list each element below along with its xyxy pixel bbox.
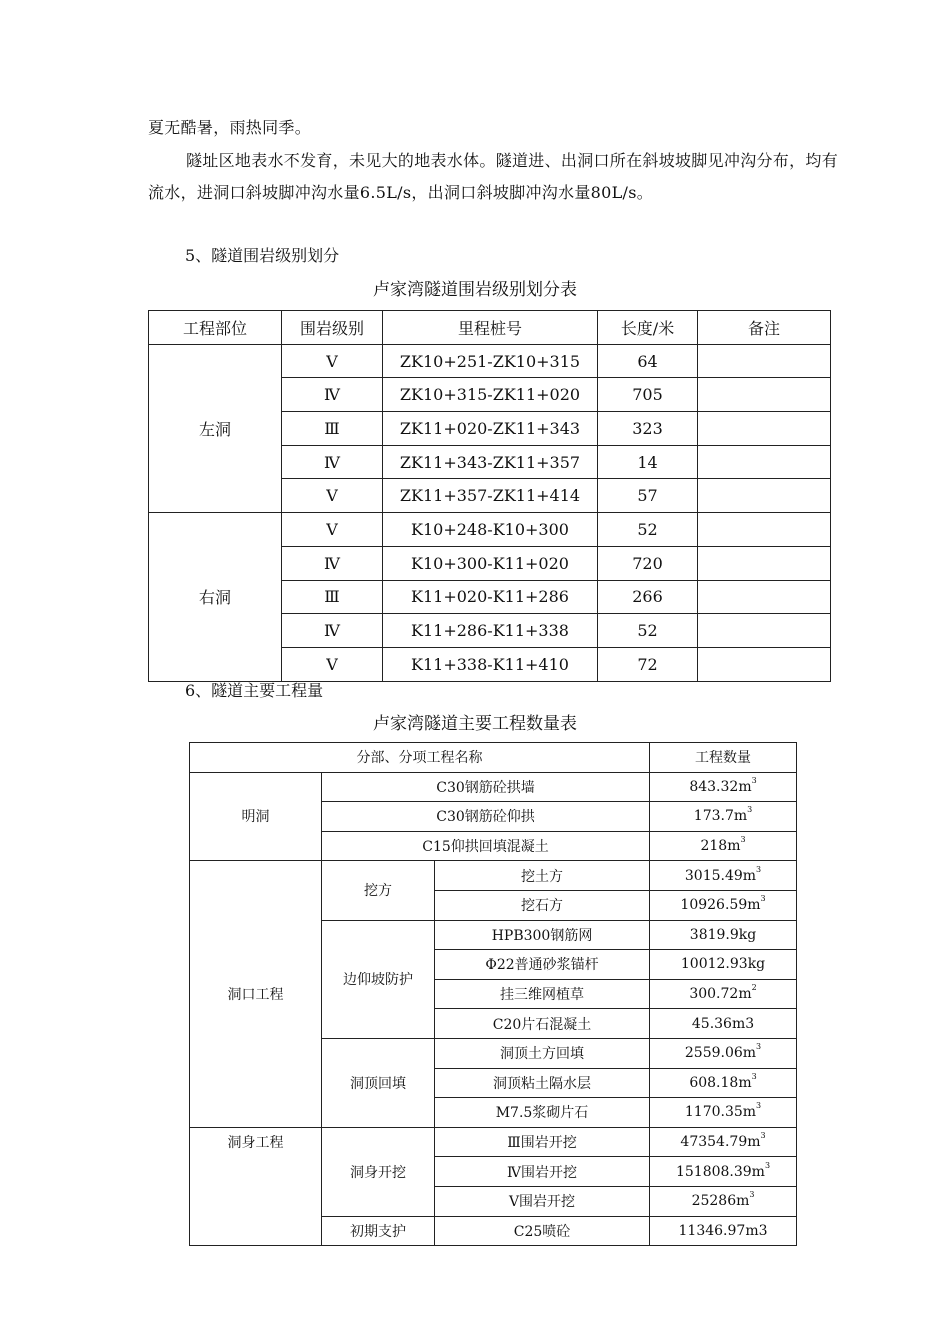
grade-cell: Ⅳ (282, 445, 383, 479)
section-name-cell: 洞身工程 (190, 1127, 322, 1245)
grade-cell: Ⅲ (282, 580, 383, 614)
grade-cell: Ⅴ (282, 344, 383, 378)
note-cell (698, 647, 831, 681)
range-cell: K11+020-K11+286 (383, 580, 598, 614)
length-cell: 52 (598, 614, 698, 648)
item-name-cell: Ⅴ围岩开挖 (435, 1186, 650, 1216)
item-name-cell: 洞顶粘土隔水层 (435, 1068, 650, 1098)
intro-paragraph: 隧址区地表水不发育，未见大的地表水体。隧道进、出洞口所在斜坡坡脚见冲沟分布，均有流水，进洞口斜坡脚冲沟水量6.5L/s，出洞口斜坡脚冲沟水量80L/s。 (148, 151, 839, 202)
quantity-cell: $843.32m^3$ (650, 772, 797, 802)
subgroup-name-cell: 挖方 (322, 861, 435, 920)
header-cell: 里程桩号 (383, 311, 598, 345)
length-cell: 266 (598, 580, 698, 614)
note-cell (698, 344, 831, 378)
grade-cell: Ⅴ (282, 479, 383, 513)
range-cell: ZK11+357-ZK11+414 (383, 479, 598, 513)
quantity-cell: $300.72m^2$ (650, 979, 797, 1009)
header-cell: 长度/米 (598, 311, 698, 345)
note-cell (698, 614, 831, 648)
section-5-heading: 5、隧道围岩级别划分 (185, 246, 340, 265)
quantity-table (189, 742, 797, 1246)
quantity-cell: $3015.49m^3$ (650, 861, 797, 891)
item-name-cell: 挖土方 (435, 861, 650, 891)
quantity-cell: $151808.39m^3$ (650, 1157, 797, 1187)
item-name-cell: Φ22普通砂浆锚杆 (435, 950, 650, 980)
item-name-cell: C30钢筋砼拱墙 (322, 772, 650, 802)
note-cell (698, 580, 831, 614)
range-cell: ZK10+315-ZK11+020 (383, 378, 598, 412)
item-name-cell: C30钢筋砼仰拱 (322, 802, 650, 832)
length-cell: 57 (598, 479, 698, 513)
table-header-row (149, 311, 831, 345)
quantity-cell: $25286m^3$ (650, 1186, 797, 1216)
note-cell (698, 513, 831, 547)
note-cell (698, 546, 831, 580)
length-cell: 64 (598, 344, 698, 378)
range-cell: ZK10+251-ZK10+315 (383, 344, 598, 378)
quantity-cell: $218m^3$ (650, 831, 797, 861)
quantity-cell: 11346.97m3 (650, 1216, 797, 1246)
header-cell: 备注 (698, 311, 831, 345)
item-name-cell: 洞顶土方回填 (435, 1038, 650, 1068)
note-cell (698, 445, 831, 479)
range-cell: ZK11+343-ZK11+357 (383, 445, 598, 479)
intro-line: 夏无酷暑，雨热同季。 (148, 118, 312, 137)
range-cell: ZK11+020-ZK11+343 (383, 412, 598, 446)
table-row (149, 513, 831, 547)
subgroup-name-cell: 洞顶回填 (322, 1038, 435, 1127)
subgroup-name-cell: 初期支护 (322, 1216, 435, 1246)
tunnel-name-cell: 左洞 (149, 344, 282, 512)
length-cell: 52 (598, 513, 698, 547)
quantity-cell: 10012.93kg (650, 950, 797, 980)
quantity-cell: $47354.79m^3$ (650, 1127, 797, 1157)
length-cell: 720 (598, 546, 698, 580)
length-cell: 323 (598, 412, 698, 446)
rock-grade-table (148, 310, 831, 682)
grade-cell: Ⅳ (282, 614, 383, 648)
grade-cell: Ⅴ (282, 647, 383, 681)
table-2-caption: 卢家湾隧道主要工程数量表 (373, 714, 577, 734)
quantity-cell: $173.7m^3$ (650, 802, 797, 832)
header-cell: 围岩级别 (282, 311, 383, 345)
item-name-cell: C20片石混凝土 (435, 1009, 650, 1039)
item-name-cell: HPB300钢筋网 (435, 920, 650, 950)
table-1-caption: 卢家湾隧道围岩级别划分表 (373, 280, 577, 300)
quantity-cell: $10926.59m^3$ (650, 890, 797, 920)
quantity-cell: $1170.35m^3$ (650, 1098, 797, 1128)
table-header-row (190, 743, 797, 773)
quantity-cell: $2559.06m^3$ (650, 1038, 797, 1068)
note-cell (698, 479, 831, 513)
quantity-cell: 3819.9kg (650, 920, 797, 950)
grade-cell: Ⅳ (282, 546, 383, 580)
item-name-cell: M7.5浆砌片石 (435, 1098, 650, 1128)
subgroup-name-cell: 洞身开挖 (322, 1127, 435, 1216)
section-6-heading: 6、隧道主要工程量 (185, 681, 324, 700)
item-name-cell: C15仰拱回填混凝土 (322, 831, 650, 861)
length-cell: 14 (598, 445, 698, 479)
grade-cell: Ⅴ (282, 513, 383, 547)
length-cell: 72 (598, 647, 698, 681)
grade-cell: Ⅲ (282, 412, 383, 446)
note-cell (698, 412, 831, 446)
table-row (190, 861, 797, 891)
subgroup-name-cell: 边仰坡防护 (322, 920, 435, 1038)
header-cell: 分部、分项工程名称 (190, 743, 650, 773)
range-cell: K10+248-K10+300 (383, 513, 598, 547)
quantity-cell: 45.36m3 (650, 1009, 797, 1039)
item-name-cell: Ⅲ围岩开挖 (435, 1127, 650, 1157)
tunnel-name-cell: 右洞 (149, 513, 282, 681)
note-cell (698, 378, 831, 412)
table-row (149, 344, 831, 378)
range-cell: K11+338-K11+410 (383, 647, 598, 681)
range-cell: K11+286-K11+338 (383, 614, 598, 648)
header-cell: 工程部位 (149, 311, 282, 345)
length-cell: 705 (598, 378, 698, 412)
quantity-cell: $608.18m^3$ (650, 1068, 797, 1098)
item-name-cell: Ⅳ围岩开挖 (435, 1157, 650, 1187)
section-name-cell: 洞口工程 (190, 861, 322, 1127)
item-name-cell: 挂三维网植草 (435, 979, 650, 1009)
header-cell: 工程数量 (650, 743, 797, 773)
table-row (190, 772, 797, 802)
range-cell: K10+300-K11+020 (383, 546, 598, 580)
grade-cell: Ⅳ (282, 378, 383, 412)
item-name-cell: C25喷砼 (435, 1216, 650, 1246)
table-row (190, 1127, 797, 1157)
item-name-cell: 挖石方 (435, 890, 650, 920)
section-name-cell: 明洞 (190, 772, 322, 861)
